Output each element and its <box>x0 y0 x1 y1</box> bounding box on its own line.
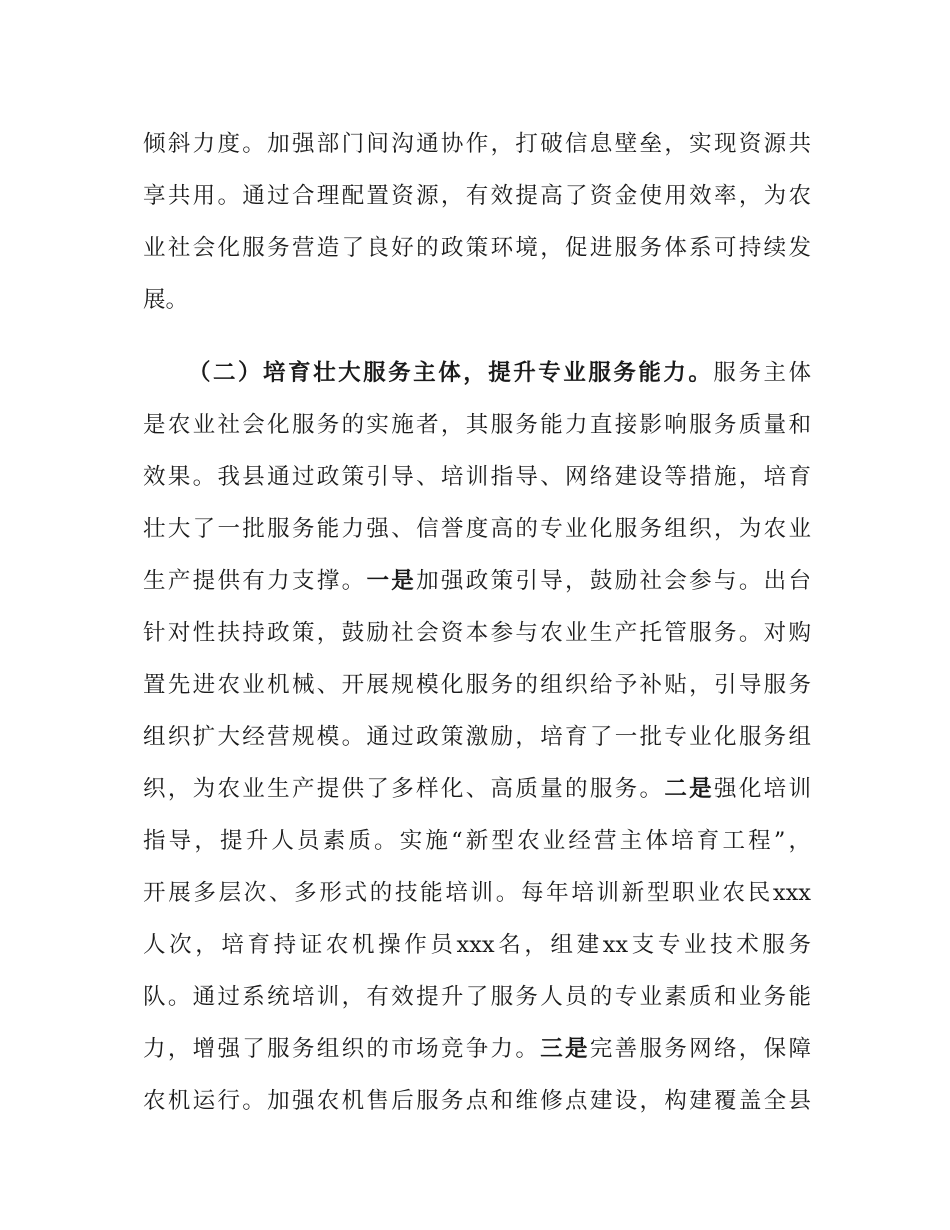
text-run: 生产提供有力支撑。 <box>143 568 367 594</box>
emphasis-marker: 一是 <box>366 568 417 594</box>
paragraph-spacing <box>143 326 811 347</box>
text-line: 效果。我县通过政策引导、培训指导、网络建设等措施，培育 <box>143 464 811 490</box>
paragraph-2 <box>143 347 811 1127</box>
section-heading: （二）培育壮大服务主体，提升专业服务能力。 <box>188 360 714 386</box>
text-line: 壮大了一批服务能力强、信誉度高的专业化服务组织，为农业 <box>143 516 811 542</box>
text-run: 加强政策引导，鼓励社会参与。出台 <box>416 568 811 594</box>
text-run: 服务主体 <box>713 360 811 386</box>
text-line: 指导，提升人员素质。实施“新型农业经营主体培育工程”， <box>143 828 811 854</box>
text-line: 展。 <box>143 287 189 313</box>
text-line: 组织扩大经营规模。通过政策激励，培育了一批专业化服务组 <box>143 724 811 750</box>
text-line: 倾斜力度。加强部门间沟通协作，打破信息壁垒，实现资源共 <box>143 131 811 157</box>
text-run: 力，增强了服务组织的市场竞争力。 <box>143 1036 541 1062</box>
emphasis-marker: 三是 <box>540 1036 590 1062</box>
paragraph-1 <box>143 118 811 326</box>
text-line <box>143 347 811 399</box>
text-run: 织，为农业生产提供了多样化、高质量的服务。 <box>143 776 665 802</box>
text-line: 是农业社会化服务的实施者，其服务能力直接影响服务质量和 <box>143 412 811 438</box>
text-line: 人次，培育持证农机操作员xxx名，组建xx支专业技术服务 <box>143 932 811 958</box>
text-line <box>143 763 811 815</box>
text-line: 享共用。通过合理配置资源，有效提高了资金使用效率，为农 <box>143 183 811 209</box>
text-line: 针对性扶持政策，鼓励社会资本参与农业生产托管服务。对购 <box>143 620 811 646</box>
emphasis-marker: 二是 <box>664 776 714 802</box>
text-line: 置先进农业机械、开展规模化服务的组织给予补贴，引导服务 <box>143 672 811 698</box>
text-line: 业社会化服务营造了良好的政策环境，促进服务体系可持续发 <box>143 235 811 261</box>
document-body <box>143 118 811 1127</box>
text-line <box>143 555 811 607</box>
text-line: 开展多层次、多形式的技能培训。每年培训新型职业农民xxx <box>143 880 811 906</box>
text-line <box>143 1023 811 1075</box>
text-line: 农机运行。加强农机售后服务点和维修点建设，构建覆盖全县 <box>143 1088 811 1114</box>
text-run: 完善服务网络，保障 <box>589 1036 811 1062</box>
text-line: 队。通过系统培训，有效提升了服务人员的专业素质和业务能 <box>143 984 811 1010</box>
text-run: 强化培训 <box>714 776 811 802</box>
